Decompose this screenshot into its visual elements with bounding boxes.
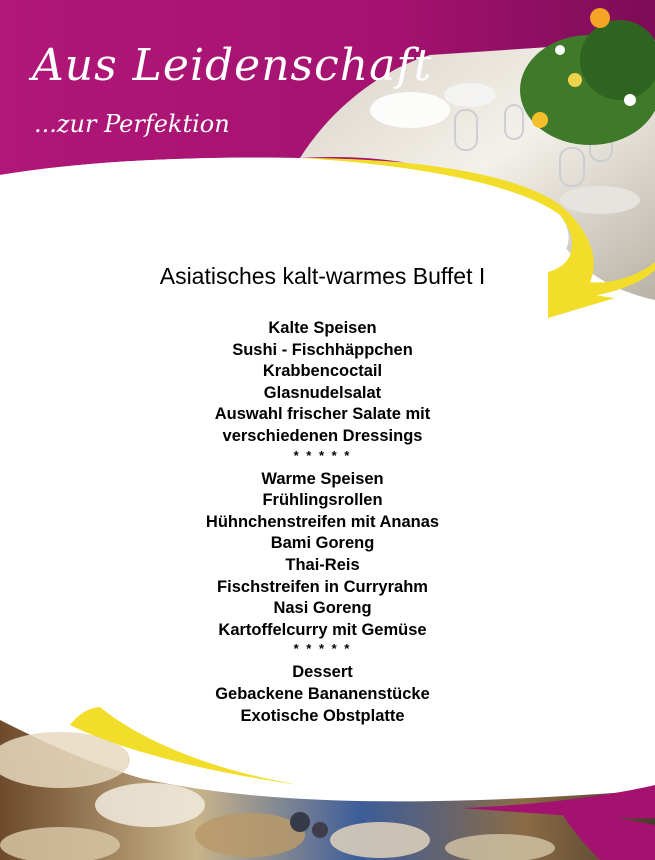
menu-item: Thai-Reis [285,555,360,574]
menu-item: Nasi Goreng [273,599,372,618]
menu-item: Auswahl frischer Salate mit [214,405,431,424]
menu-item: Fischstreifen in Curryrahm [217,577,428,596]
header-subtitle: ...zur Perfektion [34,110,230,138]
section-heading-warm: Warme Speisen [261,469,384,488]
header-title: Aus Leidenschaft [32,40,433,91]
menu-item: Glasnudelsalat [263,383,382,402]
section-separator: * * * * * [293,641,352,657]
section-separator: * * * * * [293,447,352,463]
menu-content [0,318,645,727]
menu-item: Sushi - Fischhäppchen [232,340,413,359]
menu-title: Asiatisches kalt-warmes Buffet I [159,263,486,289]
menu-item: Frühlingsrollen [262,491,383,510]
menu-item: Gebackene Bananenstücke [215,684,430,703]
section-heading-cold: Kalte Speisen [268,319,377,337]
menu-item: Hühnchenstreifen mit Ananas [205,512,440,531]
menu-item: Exotische Obstplatte [240,706,405,725]
menu-item: verschiedenen Dressings [222,426,423,445]
section-heading-dessert: Dessert [292,663,353,682]
menu-item: Krabbencoctail [262,362,383,381]
menu-item: Bami Goreng [270,534,375,553]
menu-item: Kartoffelcurry mit Gemüse [218,620,427,639]
